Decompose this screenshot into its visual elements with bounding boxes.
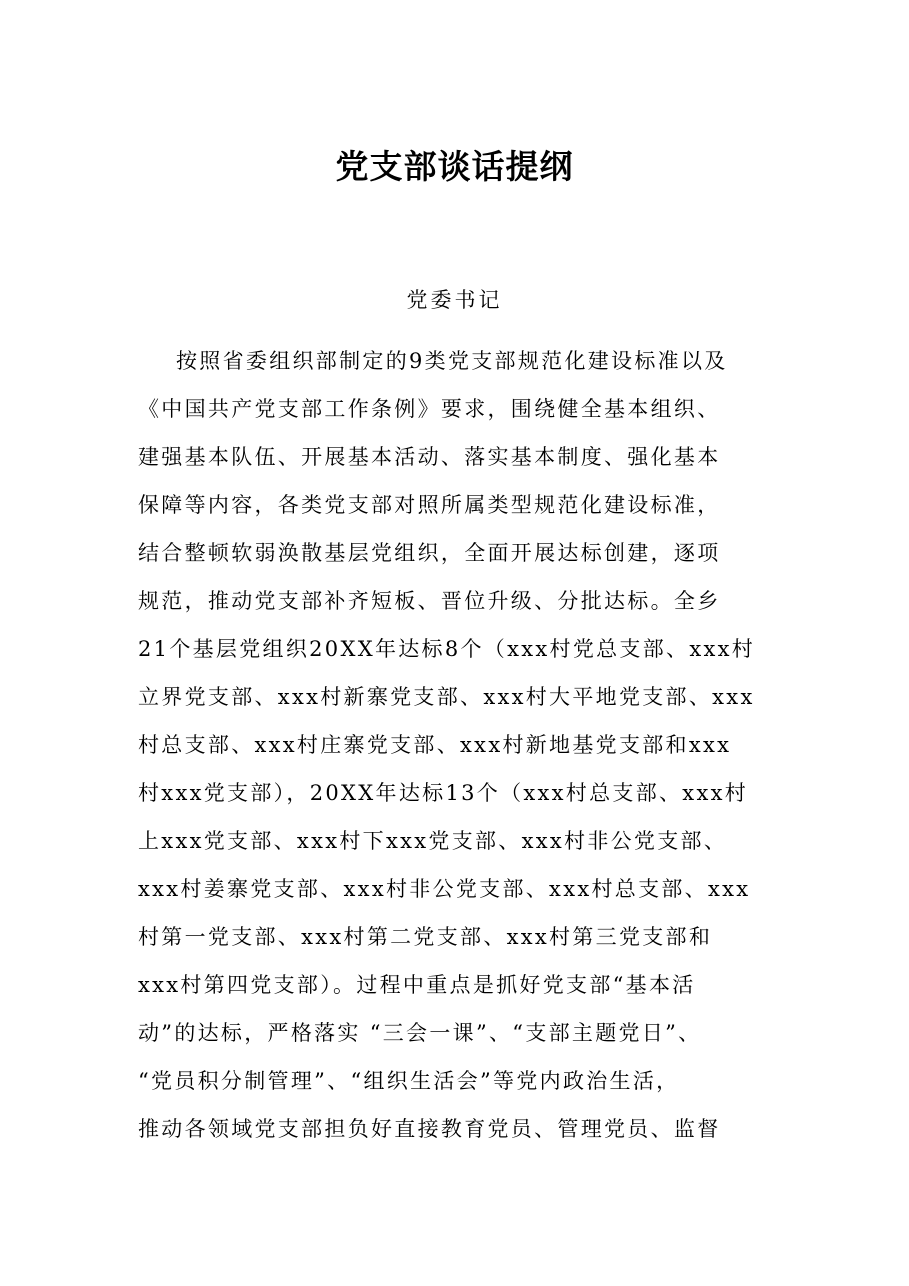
body-line: 村第一党支部、xxx村第二党支部、xxx村第三党支部和: [138, 925, 713, 949]
body-line: 按照省委组织部制定的9类党支部规范化建设标准以及: [176, 349, 728, 373]
body-line: 上xxx党支部、xxx村下xxx党支部、xxx村非公党支部、: [138, 829, 728, 853]
document-body: [138, 337, 788, 1153]
body-line: 村总支部、xxx村庄寨党支部、xxx村新地基党支部和xxx: [138, 733, 732, 757]
document-title: 党支部谈话提纲: [335, 147, 574, 186]
body-line: 保障等内容，各类党支部对照所属类型规范化建设标准，: [138, 493, 721, 517]
body-line: 村xxx党支部），20XX年达标13个（xxx村总支部、xxx村: [138, 781, 749, 805]
body-line: 21个基层党组织20XX年达标8个（xxx村党总支部、xxx村: [138, 637, 756, 661]
body-line: 规范，推动党支部补齐短板、晋位升级、分批达标。全乡: [138, 589, 721, 613]
body-line: xxx村第四党支部）。过程中重点是抓好党支部“基本活: [138, 973, 696, 997]
body-line: 推动各领域党支部担负好直接教育党员、管理党员、监督: [138, 1117, 721, 1141]
body-line: 结合整顿软弱涣散基层党组织，全面开展达标创建，逐项: [138, 541, 721, 565]
document-author: 党委书记: [406, 288, 503, 312]
body-line: 动”的达标，严格落实 “三会一课”、“支部主题党日”、: [138, 1021, 702, 1045]
body-line: 《中国共产党支部工作条例》要求，围绕健全基本组织、: [138, 397, 721, 421]
body-line: 建强基本队伍、开展基本活动、落实基本制度、强化基本: [138, 445, 721, 469]
body-line: xxx村姜寨党支部、xxx村非公党支部、xxx村总支部、xxx: [138, 877, 751, 901]
body-line: “党员积分制管理”、“组织生活会”等党内政治生活，: [138, 1069, 680, 1093]
body-line: 立界党支部、xxx村新寨党支部、xxx村大平地党支部、xxx: [138, 685, 755, 709]
